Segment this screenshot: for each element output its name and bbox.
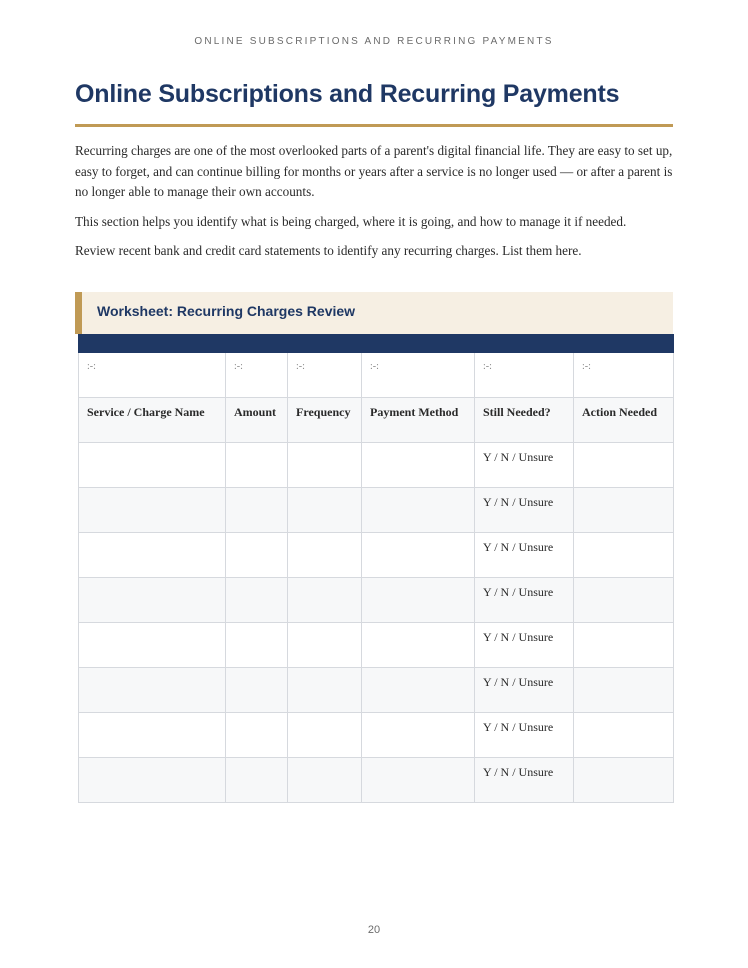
amount-cell	[226, 758, 288, 803]
still-needed-cell: Y / N / Unsure	[475, 488, 574, 533]
page-number: 20	[367, 924, 381, 936]
action-needed-cell	[574, 488, 674, 533]
header-cell	[226, 335, 288, 353]
service-cell	[79, 623, 226, 668]
alignment-marker: :-:	[226, 353, 288, 398]
header-cell	[574, 335, 674, 353]
service-cell	[79, 758, 226, 803]
alignment-marker: :-:	[79, 353, 226, 398]
column-label-payment-method: Payment Method	[362, 398, 475, 443]
frequency-cell	[288, 578, 362, 623]
worksheet-callout	[75, 292, 673, 334]
alignment-marker: :-:	[288, 353, 362, 398]
still-needed-cell: Y / N / Unsure	[475, 668, 574, 713]
amount-cell	[226, 488, 288, 533]
table-row	[79, 443, 674, 488]
column-label-amount: Amount	[226, 398, 288, 443]
amount-cell	[226, 533, 288, 578]
column-label-frequency: Frequency	[288, 398, 362, 443]
table-header-bar	[79, 335, 674, 353]
payment-method-cell	[362, 668, 475, 713]
frequency-cell	[288, 533, 362, 578]
action-needed-cell	[574, 443, 674, 488]
header-cell	[362, 335, 475, 353]
alignment-marker: :-:	[475, 353, 574, 398]
action-needed-cell	[574, 578, 674, 623]
page-title: Online Subscriptions and Recurring Payments	[75, 80, 620, 108]
frequency-cell	[288, 713, 362, 758]
frequency-cell	[288, 443, 362, 488]
action-needed-cell	[574, 623, 674, 668]
payment-method-cell	[362, 443, 475, 488]
amount-cell	[226, 713, 288, 758]
action-needed-cell	[574, 713, 674, 758]
table-row	[79, 668, 674, 713]
running-header: ONLINE SUBSCRIPTIONS AND RECURRING PAYMENTS	[194, 36, 554, 47]
service-cell	[79, 533, 226, 578]
instruction-paragraph: Review recent bank and credit card statements to identify any recurring charges. List them here.	[75, 243, 582, 258]
intro-paragraph: Recurring charges are one of the most overlooked parts of a parent's digital financial life. They are easy to set up, easy to forget, and can continue billing for months or years after a service is no longer used — or after a parent is no longer able to manage their own accounts.	[75, 143, 673, 199]
table-row	[79, 623, 674, 668]
still-needed-cell: Y / N / Unsure	[475, 758, 574, 803]
frequency-cell	[288, 758, 362, 803]
payment-method-cell	[362, 488, 475, 533]
service-cell	[79, 488, 226, 533]
still-needed-cell: Y / N / Unsure	[475, 533, 574, 578]
payment-method-cell	[362, 533, 475, 578]
amount-cell	[226, 443, 288, 488]
service-cell	[79, 668, 226, 713]
alignment-row	[79, 353, 674, 398]
payment-method-cell	[362, 758, 475, 803]
table-row	[79, 533, 674, 578]
payment-method-cell	[362, 713, 475, 758]
action-needed-cell	[574, 758, 674, 803]
payment-method-cell	[362, 623, 475, 668]
table-row	[79, 758, 674, 803]
intro-text	[75, 141, 673, 271]
title-divider	[75, 124, 673, 127]
alignment-marker: :-:	[362, 353, 475, 398]
frequency-cell	[288, 623, 362, 668]
column-label-action-needed: Action Needed	[574, 398, 674, 443]
header-cell	[288, 335, 362, 353]
alignment-marker: :-:	[574, 353, 674, 398]
column-label-service: Service / Charge Name	[79, 398, 226, 443]
still-needed-cell: Y / N / Unsure	[475, 443, 574, 488]
frequency-cell	[288, 488, 362, 533]
amount-cell	[226, 668, 288, 713]
amount-cell	[226, 623, 288, 668]
still-needed-cell: Y / N / Unsure	[475, 623, 574, 668]
service-cell	[79, 578, 226, 623]
worksheet-title: Worksheet: Recurring Charges Review	[97, 303, 356, 319]
table-row	[79, 488, 674, 533]
service-cell	[79, 443, 226, 488]
recurring-charges-table	[78, 334, 674, 803]
intro-paragraph: This section helps you identify what is being charged, where it is going, and how to manage it if needed.	[75, 213, 627, 229]
column-labels-row	[79, 398, 674, 443]
payment-method-cell	[362, 578, 475, 623]
amount-cell	[226, 578, 288, 623]
header-cell	[475, 335, 574, 353]
still-needed-cell: Y / N / Unsure	[475, 713, 574, 758]
still-needed-cell: Y / N / Unsure	[475, 578, 574, 623]
table-row	[79, 713, 674, 758]
service-cell	[79, 713, 226, 758]
header-cell	[79, 335, 226, 353]
column-label-still-needed: Still Needed?	[475, 398, 574, 443]
table-row	[79, 578, 674, 623]
frequency-cell	[288, 668, 362, 713]
action-needed-cell	[574, 668, 674, 713]
action-needed-cell	[574, 533, 674, 578]
